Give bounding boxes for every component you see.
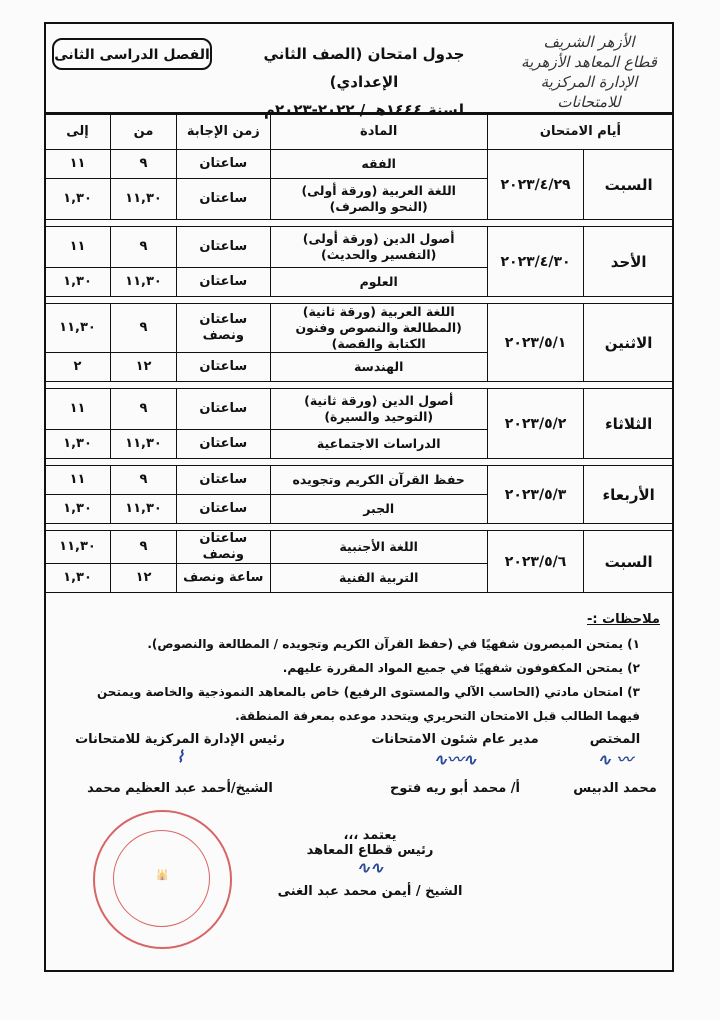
subject-cell: الجبر <box>270 495 487 524</box>
duration-cell: ساعة ونصف <box>177 564 271 593</box>
row-gap <box>45 297 674 304</box>
handwritten-signature: ∿〰∿ <box>433 750 477 769</box>
seal-mosque-icon: 🕌 <box>156 870 169 881</box>
table-row <box>45 466 674 495</box>
date-cell: ٢٠٢٣/٥/٣ <box>487 466 583 524</box>
from-cell: ١٢ <box>111 353 177 382</box>
duration-cell: ساعتان <box>177 268 271 297</box>
day-cell: السبت <box>584 531 674 593</box>
row-gap <box>45 524 674 531</box>
date-cell: ٢٠٢٣/٥/١ <box>487 304 583 382</box>
table-row <box>45 389 674 430</box>
gap-cell <box>45 382 674 389</box>
from-cell: ١١,٣٠ <box>111 179 177 220</box>
signature-name: الشيخ / أيمن محمد عبد الغنى <box>277 884 463 899</box>
to-cell: ١,٣٠ <box>45 430 111 459</box>
approval-label: يعتمد ،،، <box>343 828 397 843</box>
subject-cell: اللغة العربية (ورقة أولى) (النحو والصرف) <box>270 179 487 220</box>
from-cell: ٩ <box>111 389 177 430</box>
from-cell: ١١,٣٠ <box>111 430 177 459</box>
signature-role: مدير عام شئون الامتحانات <box>371 732 539 747</box>
to-cell: ١١,٣٠ <box>45 531 111 564</box>
signature-role: المختص <box>589 732 641 747</box>
duration-cell: ساعتان <box>177 430 271 459</box>
signature-head <box>60 732 300 796</box>
header-days: أيام الامتحان <box>487 115 673 150</box>
day-cell: الأربعاء <box>584 466 674 524</box>
signature-name: محمد الدبيس <box>573 781 657 796</box>
day-cell: السبت <box>584 150 674 220</box>
row-gap <box>45 220 674 227</box>
from-cell: ٩ <box>111 466 177 495</box>
note-item: ٢) يمتحن المكفوفون شفهيًا في جميع المواد المقررة عليهم. <box>282 661 640 675</box>
table-row <box>45 531 674 564</box>
document-title <box>229 40 499 124</box>
logo-line: قطاع المعاهد الأزهرية <box>521 53 657 71</box>
header-duration: زمن الإجابة <box>177 115 271 150</box>
table-row <box>45 150 674 179</box>
to-cell: ١١ <box>45 150 111 179</box>
signature-role: رئيس قطاع المعاهد <box>306 843 434 858</box>
to-cell: ١,٣٠ <box>45 268 111 297</box>
subject-cell: اللغة العربية (ورقة ثانية) (المطالعة والنصوص وفنون الكتابة والقصة) <box>270 304 487 353</box>
signature-specialist <box>560 732 670 796</box>
table-header-row <box>45 115 674 150</box>
subject-cell: أصول الدين (ورقة ثانية) (التوحيد والسيرة) <box>270 389 487 430</box>
title-line: جدول امتحان (الصف الثاني الإعدادي) <box>263 45 465 91</box>
term-badge: الفصل الدراسى الثانى <box>52 38 212 70</box>
signature-name: أ/ محمد أبو ريه فتوح <box>389 781 521 796</box>
subject-cell: الفقه <box>270 150 487 179</box>
from-cell: ١١,٣٠ <box>111 495 177 524</box>
to-cell: ١,٣٠ <box>45 495 111 524</box>
signature-name: الشيخ/أحمد عبد العظيم محمد <box>87 781 273 796</box>
from-cell: ١١,٣٠ <box>111 268 177 297</box>
day-cell: الاثنين <box>584 304 674 382</box>
subject-cell: التربية الفنية <box>270 564 487 593</box>
subject-cell: حفظ القرآن الكريم وتجويده <box>270 466 487 495</box>
day-cell: الأحد <box>584 227 674 297</box>
duration-cell: ساعتان <box>177 179 271 220</box>
from-cell: ٩ <box>111 531 177 564</box>
date-cell: ٢٠٢٣/٥/٦ <box>487 531 583 593</box>
header <box>44 22 674 119</box>
gap-cell <box>45 220 674 227</box>
signature-director <box>360 732 550 796</box>
official-seal <box>93 810 232 949</box>
gap-cell <box>45 459 674 466</box>
notes-section <box>60 608 660 728</box>
exam-schedule-table <box>44 114 674 593</box>
duration-cell: ساعتان <box>177 150 271 179</box>
duration-cell: ساعتان <box>177 466 271 495</box>
from-cell: ٩ <box>111 227 177 268</box>
row-gap <box>45 459 674 466</box>
handwritten-signature: ⌇ <box>176 747 184 766</box>
duration-cell: ساعتان ونصف <box>177 531 271 564</box>
handwritten-signature: ∿∿ <box>356 858 384 877</box>
subject-cell: الدراسات الاجتماعية <box>270 430 487 459</box>
header-subject: المادة <box>270 115 487 150</box>
to-cell: ١١ <box>45 227 111 268</box>
to-cell: ١١,٣٠ <box>45 304 111 353</box>
note-item: ٣) امتحان مادتي (الحاسب الآلي والمستوى الرفيع) خاص بالمعاهد النموذجية والخاصة ويمتحن فيهما الطالب قبل الامتحان التحريري ويتحدد موعده بمعرفة المنطقة. <box>97 685 640 723</box>
duration-cell: ساعتان ونصف <box>177 304 271 353</box>
date-cell: ٢٠٢٣/٤/٢٩ <box>487 150 583 220</box>
signature-approval <box>270 828 470 899</box>
to-cell: ١١ <box>45 389 111 430</box>
row-gap <box>45 382 674 389</box>
subject-cell: اللغة الأجنبية <box>270 531 487 564</box>
year-line: لسنة ١٤٤٤هـ / ٢٠٢٢-٢٠٢٣م <box>264 101 464 119</box>
gap-cell <box>45 524 674 531</box>
duration-cell: ساعتان <box>177 353 271 382</box>
notes-title: ملاحظات :- <box>586 612 660 627</box>
subject-cell: الهندسة <box>270 353 487 382</box>
from-cell: ٩ <box>111 304 177 353</box>
duration-cell: ساعتان <box>177 389 271 430</box>
subject-cell: العلوم <box>270 268 487 297</box>
table-row <box>45 304 674 353</box>
header-from: من <box>111 115 177 150</box>
date-cell: ٢٠٢٣/٤/٣٠ <box>487 227 583 297</box>
signature-role: رئيس الإدارة المركزية للامتحانات <box>75 732 285 747</box>
gap-cell <box>45 297 674 304</box>
logo-line: الإدارة المركزية للامتحانات <box>540 73 638 111</box>
duration-cell: ساعتان <box>177 227 271 268</box>
duration-cell: ساعتان <box>177 495 271 524</box>
to-cell: ١,٣٠ <box>45 564 111 593</box>
logo-line: الأزهر الشريف <box>543 33 635 51</box>
day-cell: الثلاثاء <box>584 389 674 459</box>
date-cell: ٢٠٢٣/٥/٢ <box>487 389 583 459</box>
to-cell: ١١ <box>45 466 111 495</box>
to-cell: ٢ <box>45 353 111 382</box>
azhar-logo <box>514 32 664 112</box>
subject-cell: أصول الدين (ورقة أولى) (التفسير والحديث) <box>270 227 487 268</box>
from-cell: ١٢ <box>111 564 177 593</box>
table-body <box>45 150 674 593</box>
header-to: إلى <box>45 115 111 150</box>
handwritten-signature: 〰 ∿ <box>597 750 633 769</box>
table-row <box>45 227 674 268</box>
from-cell: ٩ <box>111 150 177 179</box>
to-cell: ١,٣٠ <box>45 179 111 220</box>
note-item: ١) يمتحن المبصرون شفهيًا في (حفظ القرآن الكريم وتجويده / المطالعة والنصوص). <box>147 637 640 651</box>
